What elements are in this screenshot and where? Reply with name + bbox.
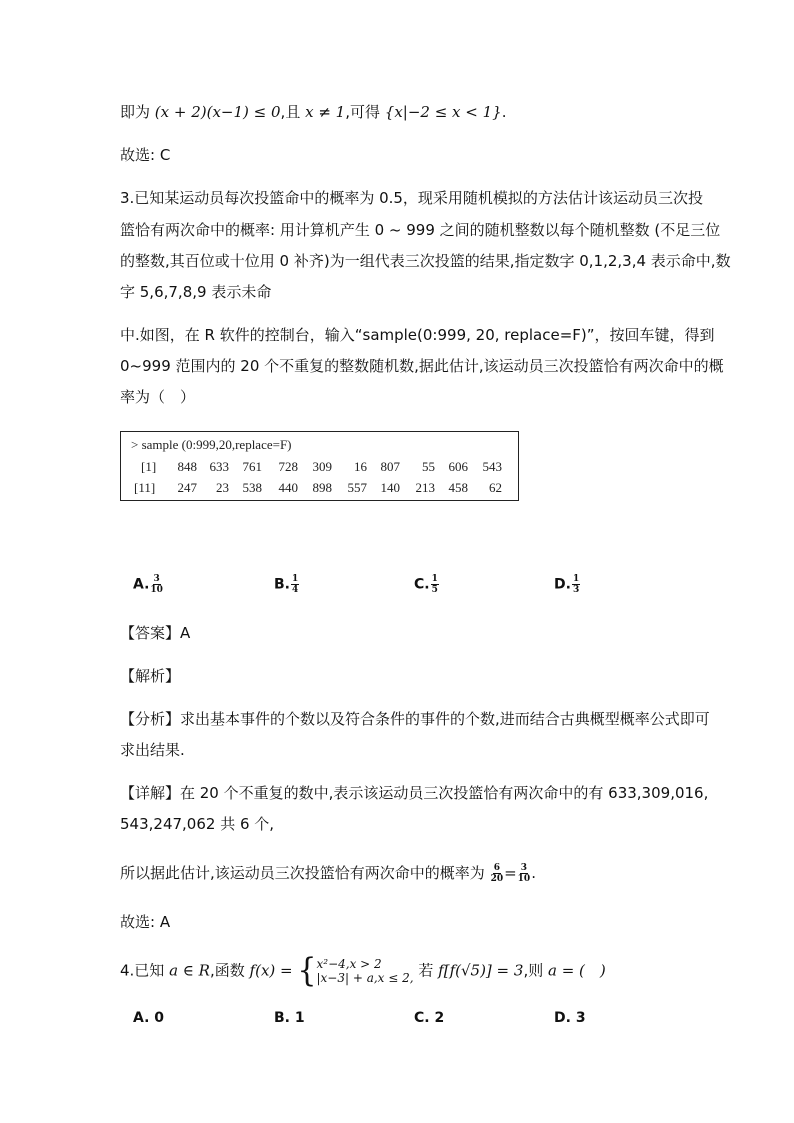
console-value: 62 (489, 480, 502, 495)
q4-option-b: B. 1 (274, 1010, 305, 1026)
console-value: 728 (278, 459, 298, 474)
console-value: 538 (242, 480, 262, 495)
console-row-2 (121, 478, 518, 498)
console-row-index: [11] (134, 480, 156, 495)
console-value: 247 (177, 480, 197, 495)
console-value: 440 (278, 480, 298, 495)
q3-option-a: A. $\frac{3}{10}$ (133, 574, 163, 595)
solution-set: {x|−2 ≤ x < 1} (384, 103, 502, 121)
prev-answer: 故选: C (120, 146, 171, 164)
console-value: 16 (354, 459, 367, 474)
q3-option-d: D. $\frac{1}{3}$ (554, 574, 580, 595)
q3-line-6: 0~999 范围内的 20 个不重复的整数随机数,据此估计,该运动员三次投篮恰有两次命中的概 (120, 357, 724, 375)
console-value: 633 (209, 459, 229, 474)
console-value: 848 (177, 459, 197, 474)
console-value: 458 (448, 480, 468, 495)
option-fraction: $\frac{1}{4}$ (292, 574, 299, 595)
condition-expression: x ≠ 1 (305, 103, 346, 121)
xiangjie-line-2: 543,247,062 共 6 个, (120, 815, 275, 833)
fenxi-line-1: 【分析】求出基本事件的个数以及符合条件的事件的个数,进而结合古典概型概率公式即可 (120, 710, 710, 728)
q3-final-answer: 故选: A (120, 913, 171, 931)
console-value: 543 (482, 459, 502, 474)
q4-option-c: C. 2 (414, 1010, 445, 1026)
q4-option-a: A. 0 (133, 1010, 165, 1026)
console-value: 606 (448, 459, 468, 474)
console-row-index: [1] (141, 459, 157, 474)
q3-line-4: 字 5,6,7,8,9 表示未命 (120, 283, 272, 301)
q3-option-b: B. $\frac{1}{4}$ (274, 574, 299, 595)
option-fraction: $\frac{1}{5}$ (431, 574, 438, 595)
r-console-figure (120, 431, 519, 501)
console-value: 213 (415, 480, 435, 495)
console-row-1 (121, 457, 518, 477)
console-value: 557 (347, 480, 367, 495)
derivation-line: 即为 (x + 2)(x−1) ≤ 0,且 x ≠ 1,可得 {x|−2 ≤ x < 1}. (120, 103, 507, 121)
xiangjie-line-3: 所以据此估计,该运动员三次投篮恰有两次命中的概率为 $\frac{6}{20}$ = $\frac{3}{10}$ . (120, 863, 536, 884)
option-fraction: $\frac{1}{3}$ (572, 574, 580, 595)
q4-stem: 4.已知 a ∈ R,函数 f(x) = { x²−4,x > 2 |x−3| + a,x ≤ 2, 若 f[f(√5)] = 3,则 a = ( ) (120, 951, 606, 990)
console-value: 898 (312, 480, 332, 495)
brace-icon: { (297, 951, 317, 990)
fraction-6-20: $\frac{6}{20}$ (490, 863, 504, 884)
inequality-expression: (x + 2)(x−1) ≤ 0 (154, 103, 281, 121)
console-value: 23 (216, 480, 229, 495)
console-value: 309 (312, 459, 332, 474)
q3-line-1: 3.已知某运动员每次投篮命中的概率为 0.5，现采用随机模拟的方法估计该运动员三次投 (120, 189, 703, 207)
q3-option-c: C. $\frac{1}{5}$ (414, 574, 438, 595)
q3-line-7: 率为（ ） (120, 388, 196, 406)
console-value: 761 (242, 459, 262, 474)
xiangjie-line-1: 【详解】在 20 个不重复的数中,表示该运动员三次投篮恰有两次命中的有 633,309,016, (120, 784, 709, 802)
q3-line-3: 的整数,其百位或十位用 0 补齐)为一组代表三次投篮的结果,指定数字 0,1,2,3,4 表示命中,数 (120, 252, 731, 270)
analysis-label: 【解析】 (120, 667, 181, 685)
option-fraction: $\frac{3}{10}$ (150, 574, 163, 595)
console-value: 55 (422, 459, 435, 474)
fenxi-line-2: 求出结果. (120, 741, 185, 759)
console-value: 807 (380, 459, 400, 474)
console-value: 140 (380, 480, 400, 495)
piecewise-cases: x²−4,x > 2 |x−3| + a,x ≤ 2, (316, 957, 414, 985)
answer-label: 【答案】A (120, 624, 191, 642)
q3-line-2: 篮恰有两次命中的概率: 用计算机产生 0 ~ 999 之间的随机整数以每个随机整数 (不足三位 (120, 221, 721, 239)
console-command: > sample (0:999,20,replace=F) (131, 437, 292, 452)
q4-option-d: D. 3 (554, 1010, 586, 1026)
fraction-3-10: $\frac{3}{10}$ (517, 863, 531, 884)
q3-line-5: 中.如图，在 R 软件的控制台，输入“sample(0:999, 20, replace=F)”，按回车键，得到 (120, 326, 715, 344)
